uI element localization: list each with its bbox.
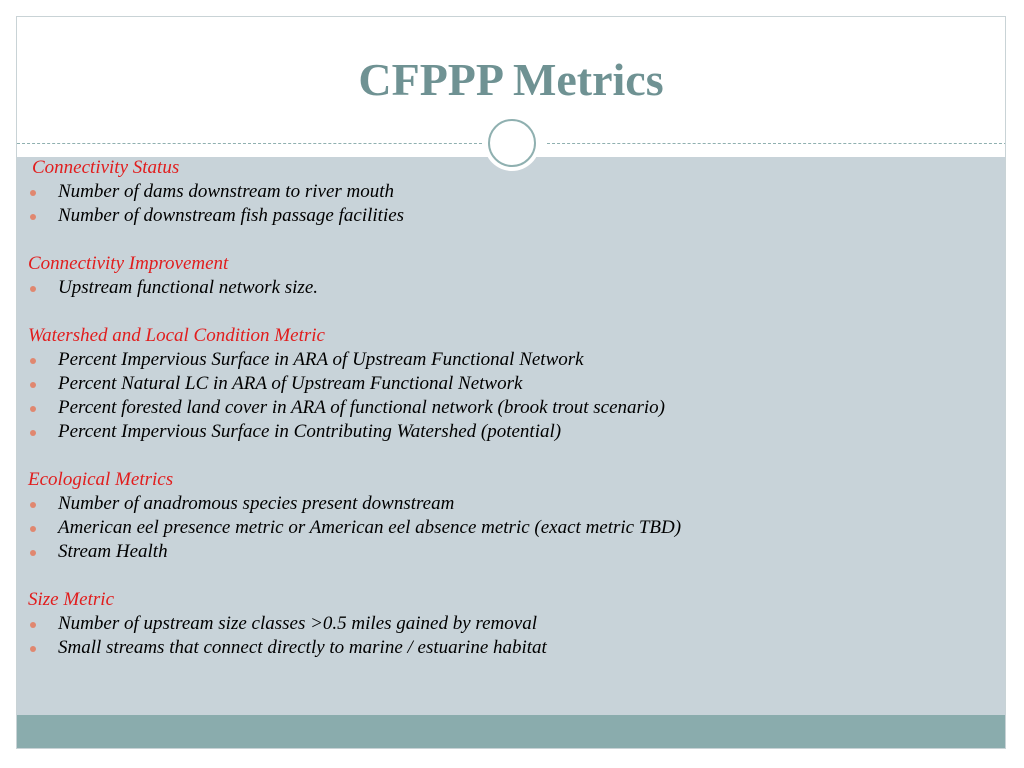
bullet-icon: [30, 646, 36, 652]
metric-section: [26, 252, 976, 300]
slide-title: CFPPP Metrics: [358, 54, 664, 105]
metric-list: [26, 276, 976, 300]
section-heading: Connectivity Improvement: [28, 253, 229, 274]
bullet-icon: [30, 430, 36, 436]
list-item: [26, 204, 976, 228]
bullet-icon: [30, 358, 36, 364]
bullet-icon: [30, 214, 36, 220]
list-item-text: Number of anadromous species present downstream: [58, 493, 455, 514]
bullet-icon: [30, 286, 36, 292]
slide-body: [26, 156, 976, 684]
list-item: [26, 372, 976, 396]
metric-list: [26, 180, 976, 228]
bullet-icon: [30, 190, 36, 196]
slide-footer-band: [17, 715, 1005, 749]
bullet-icon: [30, 526, 36, 532]
list-item-text: Number of upstream size classes >0.5 miles gained by removal: [58, 613, 537, 634]
list-item: [26, 612, 976, 636]
list-item: [26, 492, 976, 516]
list-item: [26, 636, 976, 660]
list-item: [26, 516, 976, 540]
list-item: [26, 180, 976, 204]
metric-section: [26, 468, 976, 564]
list-item-text: Percent Natural LC in ARA of Upstream Functional Network: [58, 373, 523, 394]
list-item: [26, 540, 976, 564]
list-item: [26, 396, 976, 420]
bullet-icon: [30, 382, 36, 388]
metric-list: [26, 348, 976, 444]
list-item: [26, 420, 976, 444]
list-item-text: Number of dams downstream to river mouth: [58, 181, 395, 202]
list-item-text: American eel presence metric or American eel absence metric (exact metric TBD): [58, 517, 682, 538]
list-item-text: Percent forested land cover in ARA of functional network (brook trout scenario): [58, 397, 666, 418]
list-item-text: Percent Impervious Surface in Contributing Watershed (potential): [58, 421, 562, 442]
bullet-icon: [30, 502, 36, 508]
section-heading: Size Metric: [28, 589, 115, 610]
metric-section: [26, 156, 976, 228]
list-item-text: Stream Health: [58, 541, 168, 562]
list-item-text: Small streams that connect directly to marine / estuarine habitat: [58, 637, 547, 658]
section-heading: Watershed and Local Condition Metric: [28, 325, 325, 346]
metric-section: [26, 324, 976, 444]
list-item-text: Number of downstream fish passage facilities: [58, 205, 405, 226]
header-divider-left: [17, 143, 487, 144]
metric-list: [26, 492, 976, 564]
list-item-text: Percent Impervious Surface in ARA of Upstream Functional Network: [58, 349, 584, 370]
list-item-text: Upstream functional network size.: [58, 277, 318, 298]
list-item: [26, 348, 976, 372]
bullet-icon: [30, 622, 36, 628]
section-heading: Connectivity Status: [32, 157, 180, 178]
metric-list: [26, 612, 976, 660]
header-divider-right: [547, 143, 1006, 144]
bullet-icon: [30, 550, 36, 556]
list-item: [26, 276, 976, 300]
metric-section: [26, 588, 976, 660]
bullet-icon: [30, 406, 36, 412]
section-heading: Ecological Metrics: [28, 469, 174, 490]
